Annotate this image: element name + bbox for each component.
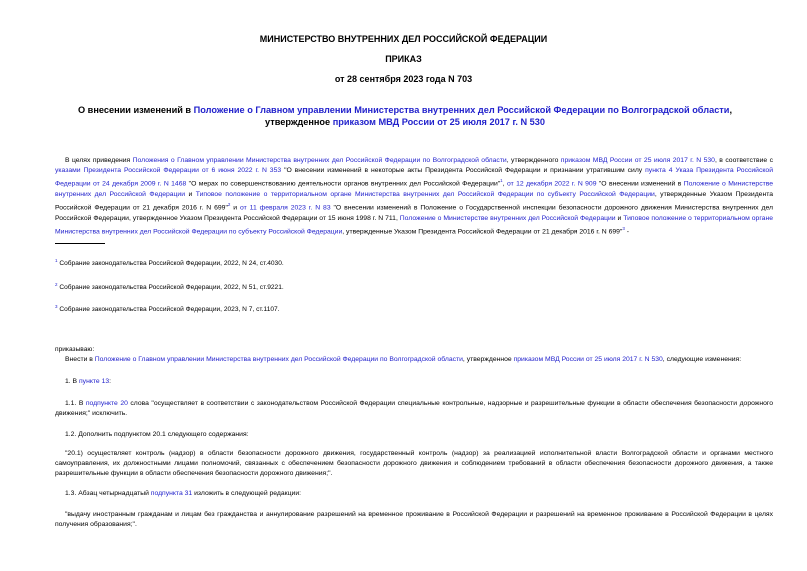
- item-text: 1. В: [65, 378, 79, 385]
- item-1: [55, 377, 773, 387]
- order-text: , утвержденное: [462, 356, 514, 363]
- preamble-link-ministry-regulation[interactable]: Положение о Министерстве внутренних дел Российской Федерации: [55, 180, 774, 198]
- title-order-link[interactable]: приказом МВД России от 25 июля 2017 г. N 530: [332, 117, 545, 127]
- preamble-text: и: [185, 190, 196, 198]
- title-prefix: О внесении изменений в: [77, 105, 194, 115]
- footnote-1: [55, 256, 284, 268]
- title-regulation-link[interactable]: Положение о Главном управлении Министерства внутренних дел Российской Федерации по Волгоградской области: [193, 105, 730, 115]
- footnote-divider: [55, 243, 105, 244]
- footnote-text: Собрание законодательства Российской Федерации, 2023, N 7, ст.1107.: [57, 306, 280, 314]
- footnote-number: 1: [55, 258, 58, 263]
- order-word: приказываю:: [55, 346, 95, 353]
- preamble-link-regulation[interactable]: Положения о Главном управлении Министерства внутренних дел Российской Федерации по Волгоградской области: [132, 157, 507, 164]
- preamble-text: "О внесении изменений в: [596, 180, 684, 188]
- item-1-1: [55, 399, 773, 419]
- preamble-text: , утвержденные Указом Президента Российской Федерации от 21 декабря 2016 г. N 699": [342, 228, 623, 236]
- footnote-ref-2[interactable]: 2: [227, 202, 231, 208]
- item-text: слова "осуществляет в соответствии с законодательством Российской Федерации специальные контрольные, надзорные и разрешительные функции в области обеспечения безопасности дорожного движения;" исключить.: [55, 400, 773, 418]
- link-point-13[interactable]: пункте 13: [78, 378, 110, 385]
- preamble-text: и: [615, 214, 624, 222]
- order-link-regulation[interactable]: Положение о Главном управлении Министерства внутренних дел Российской Федерации по Волгоградской области: [94, 356, 463, 363]
- preamble-link-decree-909[interactable]: от 12 декабря 2022 г. N 909: [506, 180, 597, 188]
- preamble-link-ministry-regulation-2[interactable]: Положение о Министерстве внутренних дел Российской Федерации: [399, 214, 616, 222]
- item-1-3-quote: "выдачу иностранным гражданам и лицам без гражданства и аннулирование разрешений на временное проживание в Российской Федерации и разрешений на временное проживание в Российской Федерации в целях получения образования;".: [55, 511, 773, 529]
- doc-type-heading: ПРИКАЗ: [385, 54, 422, 64]
- order-intro: [55, 355, 773, 365]
- footnote-2: [55, 280, 284, 292]
- order-text: Внести в: [65, 356, 95, 363]
- preamble-text: "О внесении изменений в некоторые акты Президента Российской Федерации и признании утратившим силу: [281, 167, 646, 175]
- preamble-link-model-regulation[interactable]: Типовое положение о территориальном органе Министерства внутренних дел Российской Федерации по субъекту Российской Федерации: [195, 190, 655, 198]
- footnote-ref-3[interactable]: 3: [622, 225, 625, 231]
- preamble-link-model-regulation-2[interactable]: Типовое положение о территориальном органе Министерства внутренних дел Российской Федерации по субъекту Российской Федерации: [55, 214, 773, 236]
- preamble-link-decree-1468[interactable]: пункта 4 Указа Президента Российской Федерации от 24 декабря 2009 г. N 1468: [55, 167, 773, 188]
- item-1-3: [55, 489, 773, 499]
- link-subpoint-20[interactable]: подпункте 20: [85, 400, 128, 407]
- footnote-text: Собрание законодательства Российской Федерации, 2022, N 51, ст.9221.: [57, 284, 284, 292]
- preamble-link-decree-353[interactable]: указами Президента Российской Федерации от 6 июня 2022 г. N 353: [55, 167, 282, 175]
- preamble-text: -: [624, 228, 630, 236]
- preamble-text: "О мерах по совершенствованию деятельности органов внутренних дел Российской Федерации": [186, 180, 501, 188]
- order-text: , следующие изменения:: [662, 356, 742, 363]
- preamble-text: , в соответствие с: [714, 157, 773, 164]
- preamble-link-decree-83[interactable]: от 11 февраля 2023 г. N 83: [240, 204, 331, 212]
- link-subpoint-31[interactable]: подпункта 31: [150, 490, 193, 497]
- item-text: 1.1. В: [65, 400, 86, 407]
- footnote-3: [55, 302, 280, 314]
- ministry-heading: МИНИСТЕРСТВО ВНУТРЕННИХ ДЕЛ РОССИЙСКОЙ ФЕДЕРАЦИИ: [259, 34, 548, 44]
- item-text: 1.3. Абзац четырнадцатый: [65, 490, 151, 497]
- preamble-text: "О внесении изменений в Положение о Государственной инспекции безопасности дорожного движения Министерства внутренних дел Российской Федерации, утвержденное Указом Президента Российской Федерации от 15 июня 1998 г. N 711,: [55, 204, 773, 222]
- order-link-order[interactable]: приказом МВД России от 25 июля 2017 г. N 530: [513, 356, 663, 363]
- item-text: :: [109, 378, 112, 385]
- footnote-ref-1[interactable]: 1: [500, 178, 503, 184]
- preamble-text: , утвержденные Указом Президента Российской Федерации от 21 декабря 2016 г. N 699": [55, 190, 774, 212]
- date-number: от 28 сентября 2023 года N 703: [334, 74, 473, 84]
- document-title: [60, 104, 750, 128]
- item-1-2-quote: "20.1) осуществляет контроль (надзор) в области безопасности дорожного движения, государственный контроль (надзор) за реализацией исполнительной власти Волгоградской области и органами местного самоуправления, их должностными лицами полномочий, связанных с обеспечением безопасности дорожного движения и соблюдением требований в области обеспечения безопасности дорожного движения, а также разрешительные функции в области обеспечения безопасности дорожного движения;".: [55, 450, 773, 478]
- footnote-number: 3: [55, 304, 58, 309]
- preamble-text: ,: [502, 180, 507, 188]
- item-1-2: 1.2. Дополнить подпунктом 20.1 следующего содержания:: [65, 431, 249, 438]
- footnote-text: Собрание законодательства Российской Федерации, 2022, N 24, ст.4030.: [57, 260, 284, 268]
- preamble-link-order[interactable]: приказом МВД России от 25 июля 2017 г. N 530: [560, 157, 715, 164]
- title-mid: , утвержденное: [265, 105, 733, 127]
- preamble-text: В целях приведения: [65, 157, 133, 164]
- footnote-number: 2: [55, 282, 58, 287]
- preamble-text: , утвержденного: [506, 157, 561, 164]
- preamble-text: и: [230, 204, 241, 212]
- item-text: изложить в следующей редакции:: [192, 490, 302, 497]
- preamble-paragraph: [55, 156, 773, 237]
